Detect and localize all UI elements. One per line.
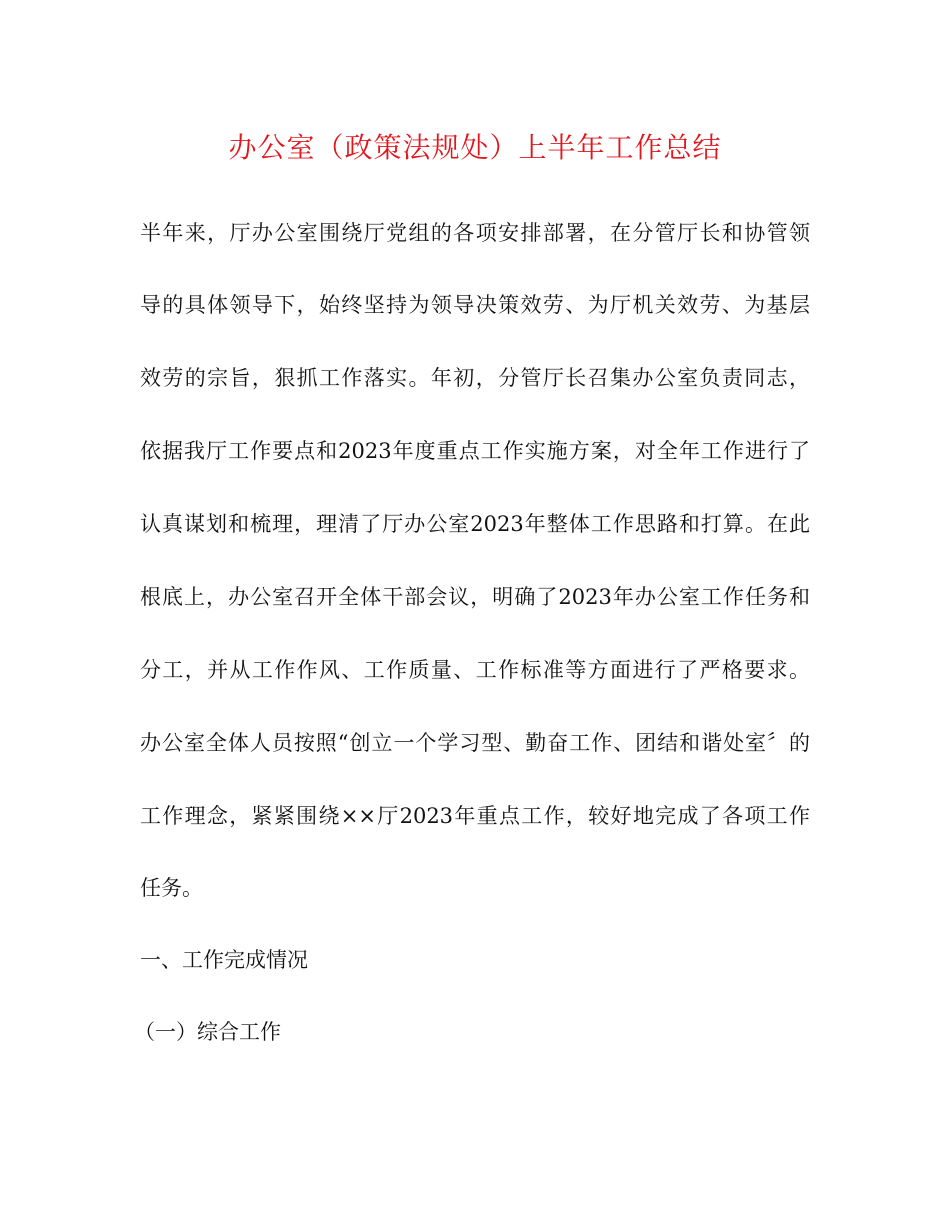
- body-line: 根底上，办公室召开全体干部会议，明确了2023年办公室工作任务和: [140, 585, 810, 609]
- body-line: 任务。: [140, 876, 203, 900]
- body-line: 半年来，厅办公室围绕厅党组的各项安排部署，在分管厅长和协管领: [140, 221, 810, 245]
- subsection-heading: （一）综合工作: [134, 1020, 281, 1044]
- body-line: 导的具体领导下，始终坚持为领导决策效劳、为厅机关效劳、为基层: [140, 293, 810, 317]
- body-line: 依据我厅工作要点和2023年度重点工作实施方案，对全年工作进行了: [140, 439, 810, 463]
- document-title: 办公室（政策法规处）上半年工作总结: [228, 131, 722, 164]
- body-line: 工作理念，紧紧围绕××厅2023年重点工作，较好地完成了各项工作: [140, 804, 810, 828]
- body-line: 办公室全体人员按照“创立一个学习型、勤奋工作、团结和谐处室〞的: [140, 731, 810, 755]
- section-heading: 一、工作完成情况: [140, 948, 308, 972]
- body-line: 认真谋划和梳理，理清了厅办公室2023年整体工作思路和打算。在此: [140, 512, 810, 536]
- body-line: 效劳的宗旨，狠抓工作落实。年初，分管厅长召集办公室负责同志，: [140, 366, 810, 390]
- body-line: 分工，并从工作作风、工作质量、工作标准等方面进行了严格要求。: [140, 658, 810, 682]
